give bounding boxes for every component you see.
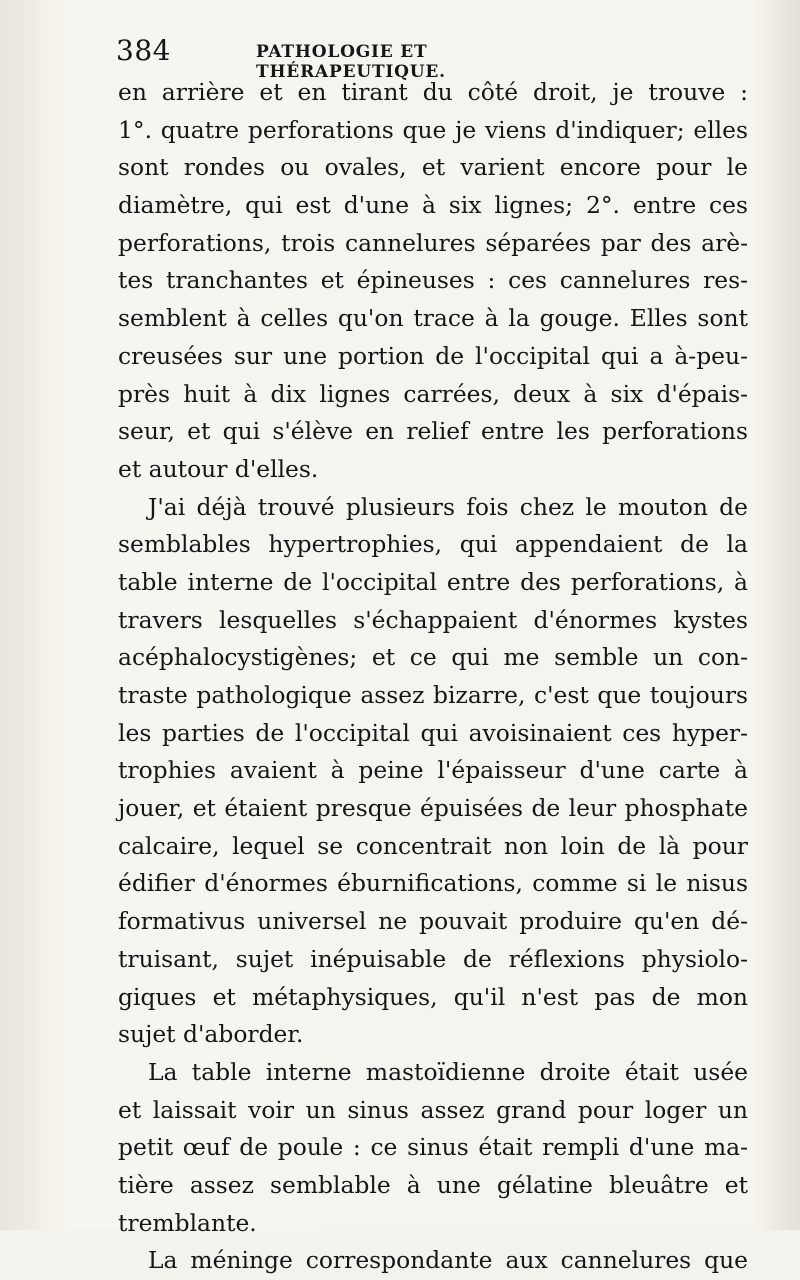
text-line: tière assez semblable à une gélatine bleuâtre et [118, 1170, 748, 1199]
body-text [118, 74, 748, 1280]
text-line: formativus universel ne pouvait produire qu'en dé- [118, 907, 748, 936]
text-line: semblables hypertrophies, qui appendaient de la [118, 530, 748, 559]
text-line: travers lesquelles s'échappaient d'énormes kystes [118, 605, 748, 634]
text-line-paragraph-start: La méninge correspondante aux cannelures que [148, 1246, 748, 1275]
text-line: édifier d'énormes éburnifications, comme si le nisus [118, 869, 748, 898]
text-line: semblent à celles qu'on trace à la gouge. Elles sont [118, 304, 748, 333]
text-line: diamètre, qui est d'une à six lignes; 2°. entre ces [118, 191, 748, 220]
text-line-paragraph-start: J'ai déjà trouvé plusieurs fois chez le mouton de [148, 492, 748, 521]
text-line: trophies avaient à peine l'épaisseur d'une carte à [118, 756, 748, 785]
page-number: 384 [116, 34, 171, 67]
page-edge-shadow [764, 0, 800, 1230]
text-line-paragraph-start: La table interne mastoïdienne droite était usée [148, 1057, 748, 1086]
text-line: en arrière et en tirant du côté droit, je trouve : [118, 78, 748, 106]
running-head [116, 34, 616, 82]
running-title: PATHOLOGIE ET THÉRAPEUTIQUE. [256, 42, 446, 82]
text-line: giques et métaphysiques, qu'il n'est pas de mon [118, 982, 748, 1011]
text-line: truisant, sujet inépuisable de réflexions physiolo- [118, 944, 748, 973]
text-line-paragraph-end: sujet d'aborder. [118, 1020, 304, 1049]
text-line: sont rondes ou ovales, et varient encore pour le [118, 153, 748, 182]
text-line-paragraph-end: et autour d'elles. [118, 454, 319, 483]
text-line: table interne de l'occipital entre des perforations, à [118, 567, 748, 596]
text-line: les parties de l'occipital qui avoisinaient ces hyper- [118, 718, 748, 747]
page-gutter-shadow [0, 0, 70, 1230]
text-line: calcaire, lequel se concentrait non loin de là pour [118, 831, 748, 860]
text-line: seur, et qui s'élève en relief entre les perforations [118, 417, 748, 446]
text-line: creusées sur une portion de l'occipital qui a à-peu- [118, 341, 748, 370]
text-line: près huit à dix lignes carrées, deux à six d'épais- [118, 379, 748, 408]
text-line: et laissait voir un sinus assez grand pour loger un [118, 1095, 748, 1124]
text-line: petit œuf de poule : ce sinus était rempli d'une ma- [118, 1133, 748, 1162]
text-line: 1°. quatre perforations que je viens d'indiquer; elles [118, 115, 748, 144]
text-line: acéphalocystigènes; et ce qui me semble un con- [118, 643, 748, 672]
text-line: tes tranchantes et épineuses : ces cannelures res- [118, 266, 748, 295]
text-line: perforations, trois cannelures séparées par des arè- [118, 228, 748, 257]
text-line: jouer, et étaient presque épuisées de leur phosphate [118, 794, 748, 823]
text-line: traste pathologique assez bizarre, c'est que toujours [118, 681, 748, 709]
text-line-paragraph-end: tremblante. [118, 1208, 257, 1237]
